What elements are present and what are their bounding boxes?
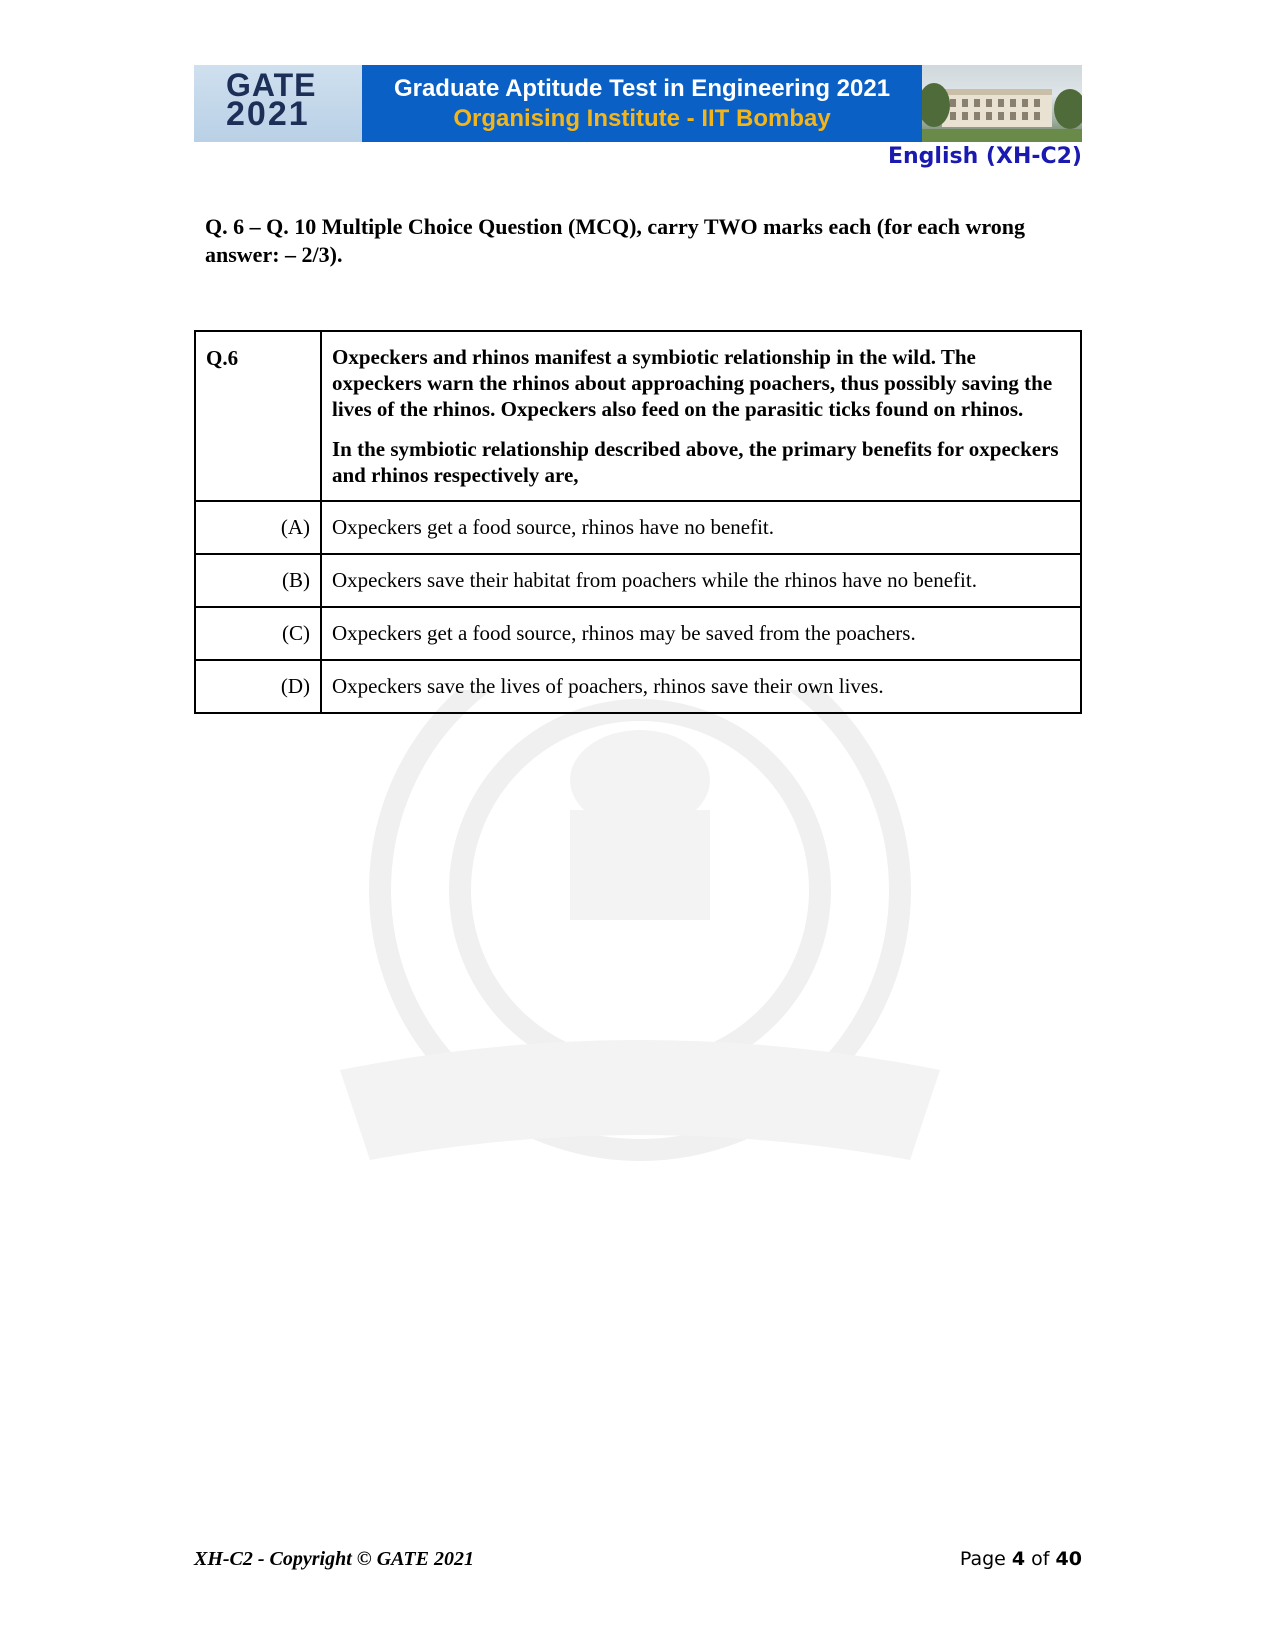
- option-row: [195, 660, 1081, 713]
- page-current: 4: [1011, 1548, 1026, 1570]
- option-row: [195, 501, 1081, 554]
- stem-paragraph: Oxpeckers and rhinos manifest a symbiotic relationship in the wild. The oxpeckers warn the rhinos about approaching poachers, thus possibly saving the lives of the rhinos. Oxpeckers also feed on the parasitic ticks found on rhinos.: [332, 345, 1053, 421]
- option-row: [195, 607, 1081, 660]
- question-table: [194, 330, 1082, 714]
- banner-subtitle: Organising Institute - IIT Bombay: [453, 104, 831, 132]
- page-of: of: [1025, 1548, 1056, 1570]
- gate-logo: [194, 65, 362, 142]
- question-stem: [321, 331, 1081, 501]
- option-label: (B): [195, 554, 321, 607]
- section-heading: Q. 6 – Q. 10 Multiple Choice Question (MCQ), carry TWO marks each (for each wrong answer: – 2/3).: [205, 214, 1026, 267]
- stem-paragraph: In the symbiotic relationship described above, the primary benefits for oxpeckers and rhinos respectively are,: [332, 437, 1059, 487]
- page-prefix: Page: [959, 1548, 1012, 1570]
- option-text: Oxpeckers get a food source, rhinos may be saved from the poachers.: [321, 607, 1081, 660]
- iit-bombay-emblem-watermark: [190, 690, 1090, 1250]
- campus-building-image: [922, 65, 1082, 142]
- banner-title-box: [362, 65, 922, 142]
- option-label: (A): [195, 501, 321, 554]
- option-row: [195, 554, 1081, 607]
- building-illustration: [922, 65, 1082, 142]
- paper-code: English (XH-C2): [887, 144, 1082, 169]
- footer-copyright: XH-C2 - Copyright © GATE 2021: [194, 1548, 474, 1570]
- option-text: Oxpeckers save their habitat from poachers while the rhinos have no benefit.: [321, 554, 1081, 607]
- question-number: Q.6: [195, 331, 321, 501]
- option-text: Oxpeckers get a food source, rhinos have no benefit.: [321, 501, 1081, 554]
- logo-word: GATE: [226, 67, 317, 103]
- header-banner: [194, 65, 1082, 142]
- logo-year: 2021: [226, 95, 310, 133]
- banner-title: Graduate Aptitude Test in Engineering 2021: [393, 74, 891, 102]
- page-indicator: [960, 1548, 1082, 1570]
- option-label: (C): [195, 607, 321, 660]
- option-text: Oxpeckers save the lives of poachers, rhinos save their own lives.: [321, 660, 1081, 713]
- option-label: (D): [195, 660, 321, 713]
- question-row: [195, 331, 1081, 501]
- page-total: 40: [1055, 1548, 1082, 1570]
